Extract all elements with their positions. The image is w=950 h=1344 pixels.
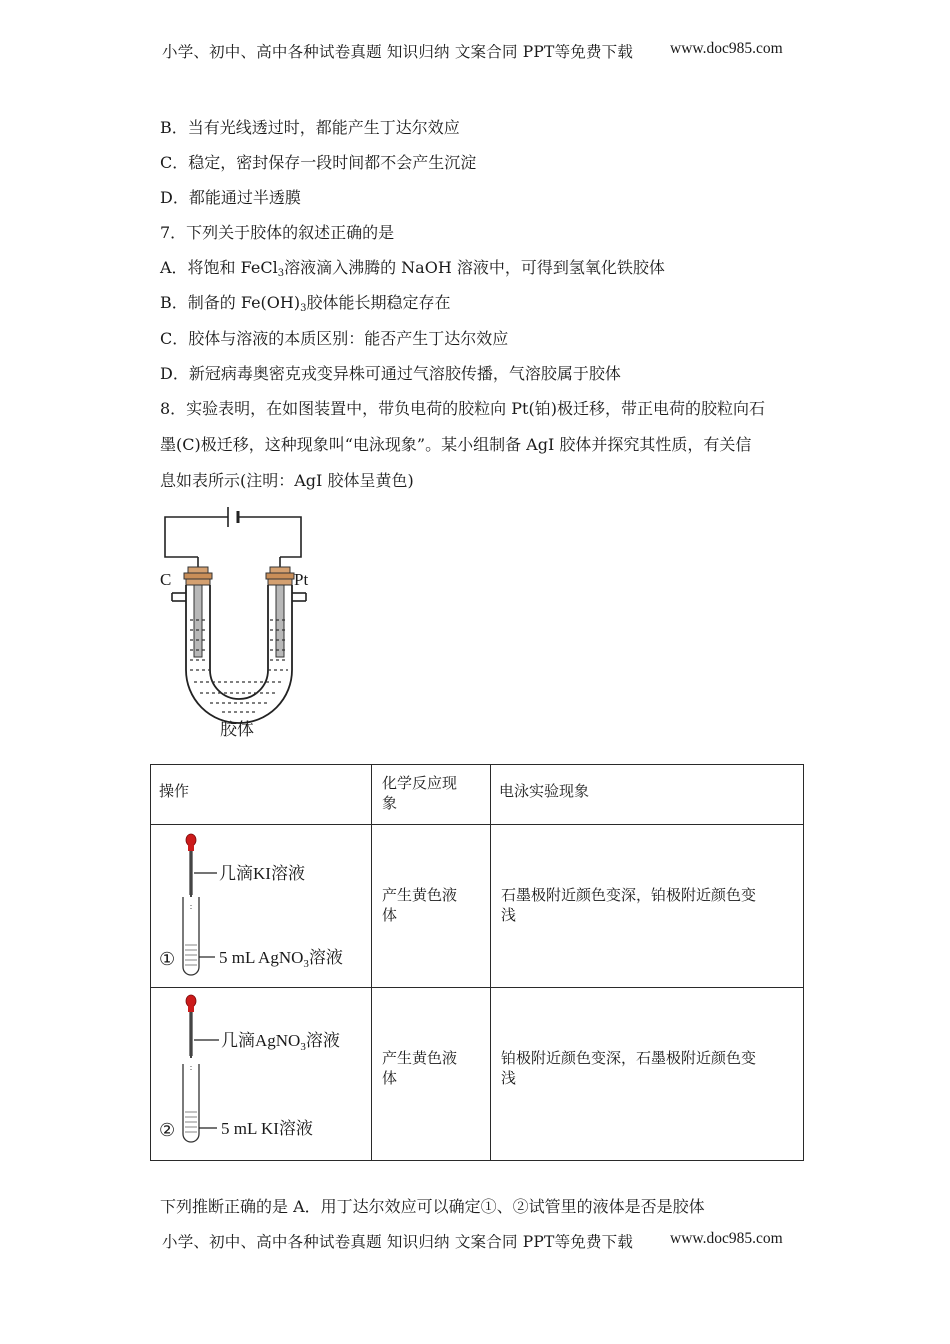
label-colloid: 胶体 [220,720,254,740]
carbon-electrode [194,585,202,657]
q6-option-d: D．都能通过半透膜 [160,188,301,207]
platinum-electrode [276,585,284,657]
reaction-cell-2: 产生黄色液 体 [372,988,491,1161]
stopper-left [188,567,208,573]
dropper-tube-illustration-1 [151,825,363,987]
operation-cell-1 [151,825,372,988]
stopper-right [270,567,290,573]
q7-option-d: D．新冠病毒奥密克戎变异株可通过气溶胶传播，气溶胶属于胶体 [160,364,621,383]
footer-left-text: 小学、初中、高中各种试卷真题 知识归纳 文案合同 PPT等免费下载 [162,1233,634,1251]
dropper-tube-illustration-2 [151,988,363,1160]
q8-line-2: 墨(C)极迁移，这种现象叫“电泳现象”。某小组制备 AgI 胶体并探究其性质，有关信 [160,435,752,454]
header-left-text: 小学、初中、高中各种试卷真题 知识归纳 文案合同 PPT等免费下载 [162,43,634,61]
table-header-row [151,765,804,825]
dropper-bulb-icon [186,995,196,1007]
q6-option-b: B．当有光线透过时，都能产生丁达尔效应 [160,118,460,137]
electrophoresis-cell-2: 铂极附近颜色变深，石墨极附近颜色变 浅 [491,988,804,1161]
q8-prompt-and-option-a: 下列推断正确的是 A．用丁达尔效应可以确定①、②试管里的液体是否是胶体 [160,1197,705,1216]
q8-line-3: 息如表所示(注明：AgI 胶体呈黄色) [160,471,414,490]
operation-cell-2 [151,988,372,1161]
dropper-bulb-icon [186,834,196,846]
tube-reagent-label-1: 5 mL AgNO$_3$溶液 [219,948,343,970]
tube-reagent-label-2: 5 mL KI溶液 [221,1119,313,1138]
q7-option-c: C．胶体与溶液的本质区别：能否产生丁达尔效应 [160,329,509,348]
table-row [151,825,804,988]
page-header [0,40,950,64]
header-reaction: 化学反应现 象 [372,765,491,825]
q6-option-c: C．稳定，密封保存一段时间都不会产生沉淀 [160,153,477,172]
test-tube-icon [183,1064,199,1142]
drop-reagent-label-2: 几滴AgNO$_3$溶液 [221,1031,340,1053]
u-tube-svg [150,505,330,745]
experiment-table [150,764,804,1161]
footer-website[interactable]: www.doc985.com [670,1230,783,1247]
q7-option-a: A．将饱和 FeCl$_3$溶液滴入沸腾的 NaOH 溶液中，可得到氢氧化铁胶体 [160,258,665,279]
header-website[interactable]: www.doc985.com [670,40,783,57]
row-number-2: ② [159,1120,176,1141]
drop-reagent-label-1: 几滴KI溶液 [219,864,305,883]
reaction-cell-1: 产生黄色液 体 [372,825,491,988]
page-footer [0,1230,950,1254]
table-row [151,988,804,1161]
q7-option-b: B．制备的 $Fe(OH)_3$胶体能长期稳定存在 [160,293,451,314]
header-operation: 操作 [151,765,372,825]
q8-line-1: 8．实验表明，在如图装置中，带负电荷的胶粒向 Pt(铂)极迁移，带正电荷的胶粒向石 [160,399,765,418]
label-pt: Pt [294,570,309,589]
header-electrophoresis: 电泳实验现象 [491,765,804,825]
row-number-1: ① [159,949,176,970]
q7-stem: 7．下列关于胶体的叙述正确的是 [160,223,395,242]
electrophoresis-diagram [150,505,330,745]
electrophoresis-cell-1: 石墨极附近颜色变深，铂极附近颜色变 浅 [491,825,804,988]
label-c: C [160,570,172,589]
